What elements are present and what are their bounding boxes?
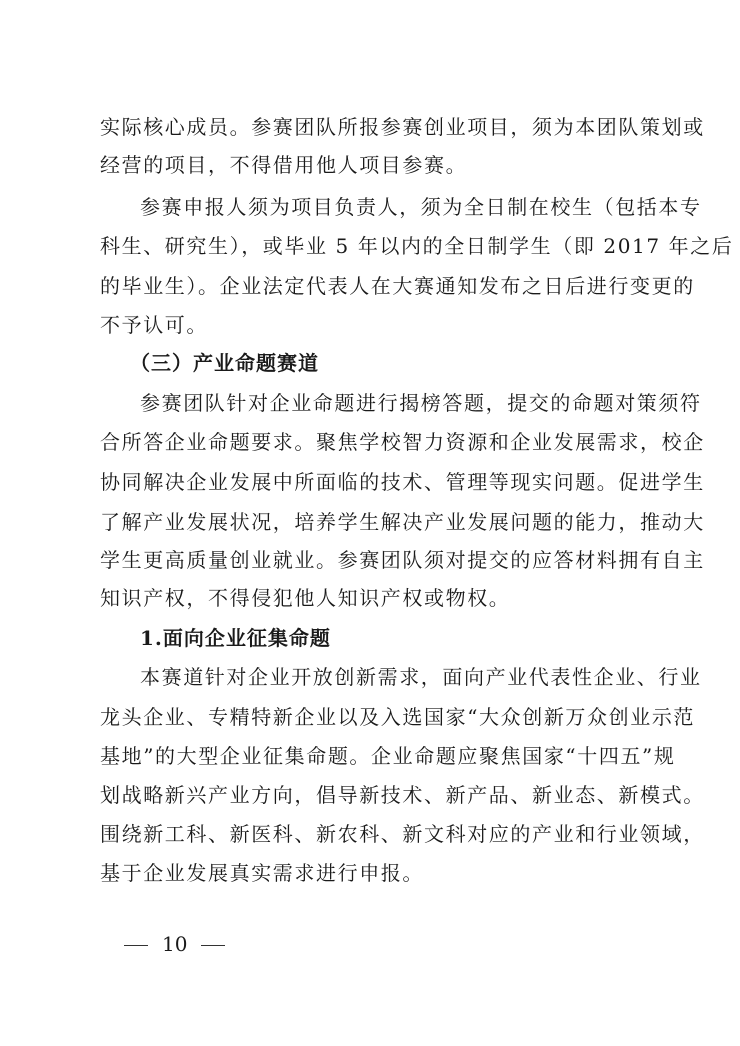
body-text-line: 实际核心成员。参赛团队所报参赛创业项目，须为本团队策划或 (100, 115, 705, 139)
page-number-value: 10 (162, 932, 188, 956)
body-text-line: 围绕新工科、新医科、新农科、新文科对应的产业和行业领域， (100, 822, 705, 846)
body-text-line: 基地”的大型企业征集命题。企业命题应聚焦国家“十四五”规 (100, 744, 676, 768)
paragraph-first-line: 参赛申报人须为项目负责人，须为全日制在校生（包括本专 (140, 195, 702, 219)
dash-left (124, 945, 148, 946)
body-text-line: 经营的项目，不得借用他人项目参赛。 (100, 153, 468, 177)
body-text-line: 知识产权，不得侵犯他人知识产权或物权。 (100, 586, 511, 610)
body-text-line: 划战略新兴产业方向，倡导新技术、新产品、新业态、新模式。 (100, 783, 705, 807)
page-number (110, 930, 239, 958)
body-text-line: 协同解决企业发展中所面临的技术、管理等现实问题。促进学生 (100, 470, 705, 494)
dash-right (201, 945, 225, 946)
body-text-line: 了解产业发展状况，培养学生解决产业发展问题的能力，推动大 (100, 510, 705, 534)
paragraph-first-line: 本赛道针对企业开放创新需求，面向产业代表性企业、行业 (140, 665, 702, 689)
paragraph-first-line: 参赛团队针对企业命题进行揭榜答题，提交的命题对策须符 (140, 391, 702, 415)
body-text-line: 基于企业发展真实需求进行申报。 (100, 861, 424, 885)
body-text-line: 不予认可。 (100, 313, 208, 337)
body-text-line: 合所答企业命题要求。聚焦学校智力资源和企业发展需求，校企 (100, 430, 705, 454)
body-text-line: 学生更高质量创业就业。参赛团队须对提交的应答材料拥有自主 (100, 548, 705, 572)
section-heading: （三）产业命题赛道 (130, 351, 319, 375)
body-text-line: 龙头企业、专精特新企业以及入选国家“大众创新万众创业示范 (100, 705, 696, 729)
body-text-line: 科生、研究生），或毕业 5 年以内的全日制学生（即 2017 年之后 (100, 234, 734, 258)
subsection-heading: 1.面向企业征集命题 (140, 626, 331, 650)
body-text-line: 的毕业生）。企业法定代表人在大赛通知发布之日后进行变更的 (100, 274, 695, 298)
